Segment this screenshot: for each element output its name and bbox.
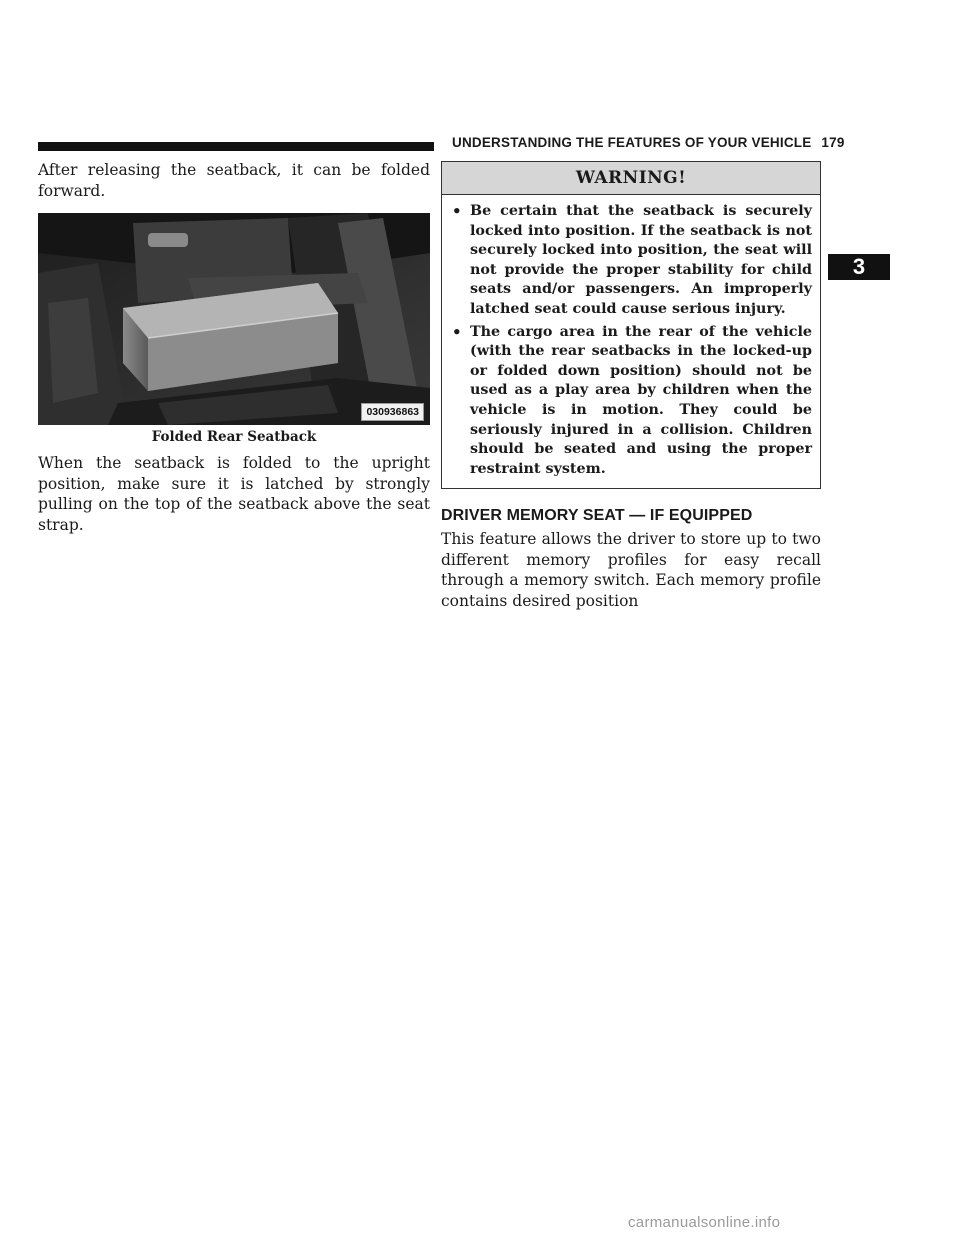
warning-title: WARNING! bbox=[442, 162, 820, 195]
right-column bbox=[441, 160, 821, 611]
figure-code: 030936863 bbox=[361, 403, 424, 421]
left-column bbox=[38, 160, 430, 535]
running-header bbox=[452, 135, 845, 150]
section-body: This feature allows the driver to store up to two different memory profiles for easy recall through a memory switch. Each memory profile contains desired position bbox=[441, 530, 821, 610]
header-section-title: UNDERSTANDING THE FEATURES OF YOUR VEHICLE bbox=[452, 135, 812, 150]
warning-box bbox=[441, 161, 821, 489]
folded-seatback-photo bbox=[38, 213, 430, 425]
section-heading: DRIVER MEMORY SEAT — IF EQUIPPED bbox=[441, 507, 753, 525]
seat-illustration bbox=[38, 213, 430, 425]
page-number: 179 bbox=[821, 135, 845, 150]
warning-item: • Be certain that the seatback is securely locked into position. If the seatback is not securely locked into position, the seat will not provide the proper stability for child seats and/or passengers. An improperly latched seat could cause serious injury. bbox=[450, 202, 812, 320]
latch-paragraph: When the seatback is folded to the upright position, make sure it is latched by strongly pulling on the top of the seatback above the seat strap. bbox=[38, 454, 430, 534]
watermark: carmanualsonline.info bbox=[628, 1214, 781, 1231]
figure-caption: Folded Rear Seatback bbox=[151, 429, 317, 445]
warning-list bbox=[442, 195, 820, 488]
header-rule bbox=[38, 142, 434, 151]
warning-item: • The cargo area in the rear of the vehicle (with the rear seatbacks in the locked-up or folded down position) should not be used as a play area by children when the vehicle is in motion. They could be seriously injured in a collision. Children should be seated and using the proper restraint system. bbox=[450, 323, 812, 480]
chapter-tab: 3 bbox=[828, 254, 890, 280]
intro-paragraph: After releasing the seatback, it can be folded forward. bbox=[38, 161, 430, 200]
